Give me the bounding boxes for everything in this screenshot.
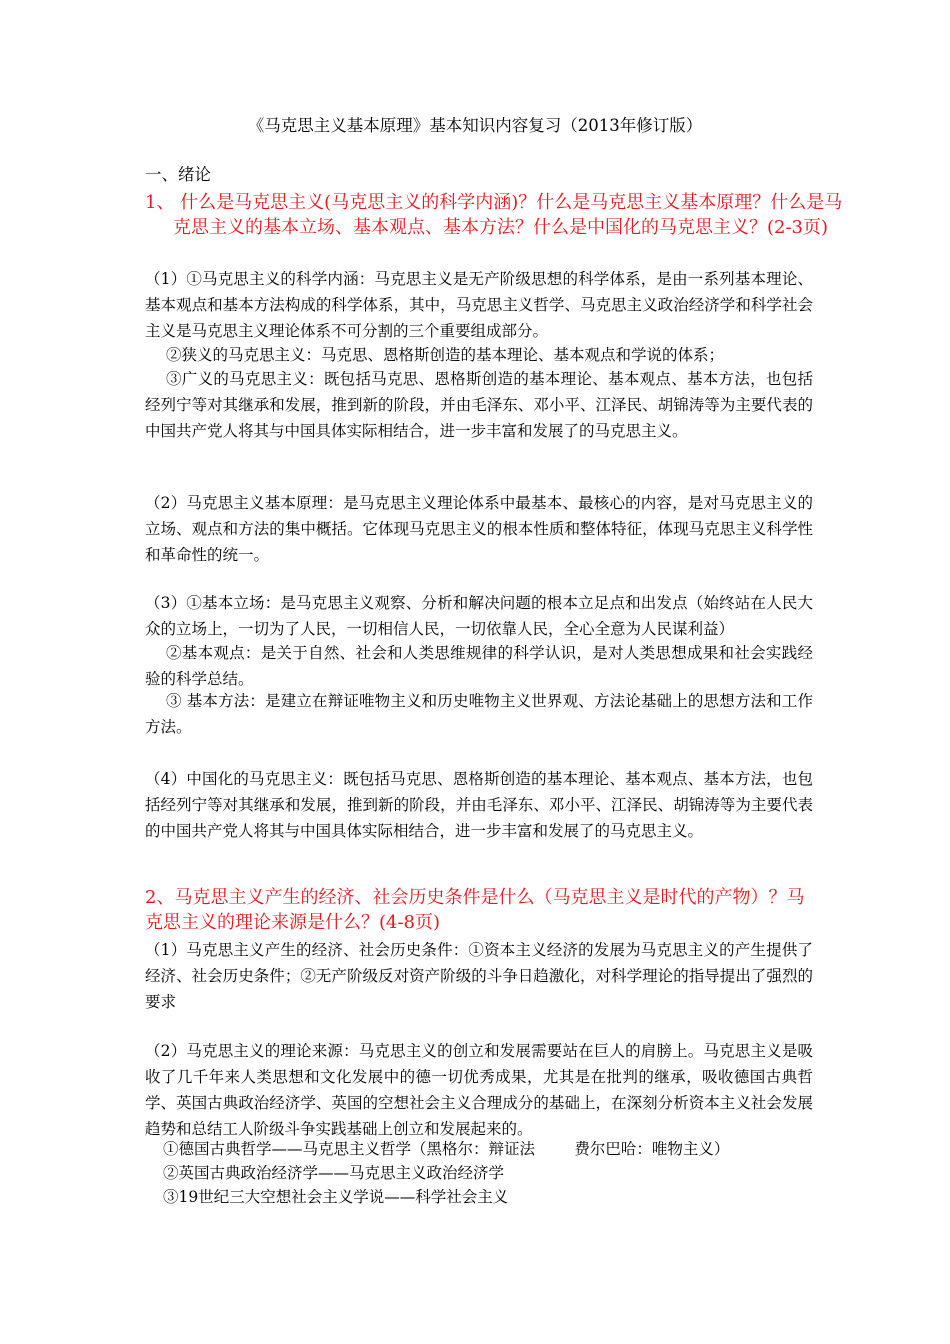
source-item-3: ③19世纪三大空想社会主义学说——科学社会主义	[163, 1188, 509, 1206]
paragraph-1b: ②狭义的马克思主义：马克思、恩格斯创造的基本理论、基本观点和学说的体系；	[166, 346, 725, 364]
source-item-1: ①德国古典哲学——马克思主义哲学（黑格尔：辩证法 费尔巴哈：唯物主义）	[163, 1140, 730, 1158]
paragraph-1: （1）①马克思主义的科学内涵：马克思主义是无产阶级思想的科学体系，是由一系列基本理论、基本观点和基本方法构成的科学体系，其中，马克思主义哲学、马克思主义政治经济学和科学社会主义是马克思主义理论体系不可分割的三个重要组成部分。	[145, 270, 813, 340]
paragraph-5: （1）马克思主义产生的经济、社会历史条件：①资本主义经济的发展为马克思主义的产生提供了经济、社会历史条件；②无产阶级反对资产阶级的斗争日趋激化，对科学理论的指导提出了强烈的要求	[145, 941, 813, 1011]
document-title: 《马克思主义基本原理》基本知识内容复习（2013年修订版）	[247, 116, 703, 135]
section-heading: 一、绪论	[145, 165, 211, 184]
paragraph-3: （3）①基本立场：是马克思主义观察、分析和解决问题的根本立足点和出发点（始终站在人民大众的立场上，一切为了人民，一切相信人民，一切依靠人民，全心全意为人民谋利益）	[145, 594, 813, 638]
paragraph-3b: ②基本观点：是关于自然、社会和人类思维规律的科学认识，是对人类思想成果和社会实践经验的科学总结。	[145, 644, 813, 688]
paragraph-1c: ③广义的马克思主义：既包括马克思、恩格斯创造的基本理论、基本观点、基本方法，也包括经列宁等对其继承和发展，推到新的阶段，并由毛泽东、邓小平、江泽民、胡锦涛等为主要代表的中国共产党人将其与中国具体实际相结合，进一步丰富和发展了的马克思主义。	[145, 370, 813, 440]
question-2: 2、马克思主义产生的经济、社会历史条件是什么（马克思主义是时代的产物）？马克思主义的理论来源是什么？(4-8页)	[145, 887, 805, 933]
paragraph-6: （2）马克思主义的理论来源：马克思主义的创立和发展需要站在巨人的肩膀上。马克思主义是吸收了几千年来人类思想和文化发展中的德一切优秀成果，尤其是在批判的继承，吸收德国古典哲学、英国古典政治经济学、英国的空想社会主义合理成分的基础上，在深刻分析资本主义社会发展趋势和总结工人阶级斗争实践基础上创立和发展起来的。	[145, 1042, 813, 1138]
paragraph-2: （2）马克思主义基本原理：是马克思主义理论体系中最基本、最核心的内容，是对马克思主义的立场、观点和方法的集中概括。它体现马克思主义的根本性质和整体特征，体现马克思主义科学性和革命性的统一。	[145, 494, 813, 564]
question-1: 1、 什么是马克思主义(马克思主义的科学内涵)？什么是马克思主义基本原理？什么是马克思主义的基本立场、基本观点、基本方法？什么是中国化的马克思主义？(2-3页)	[145, 192, 843, 238]
paragraph-3c: ③ 基本方法：是建立在辩证唯物主义和历史唯物主义世界观、方法论基础上的思想方法和工作方法。	[145, 692, 813, 736]
source-item-2: ②英国古典政治经济学——马克思主义政治经济学	[163, 1164, 505, 1182]
paragraph-4: （4）中国化的马克思主义：既包括马克思、恩格斯创造的基本理论、基本观点、基本方法，也包括经列宁等对其继承和发展，推到新的阶段，并由毛泽东、邓小平、江泽民、胡锦涛等为主要代表的中国共产党人将其与中国具体实际相结合，进一步丰富和发展了的马克思主义。	[145, 770, 813, 840]
